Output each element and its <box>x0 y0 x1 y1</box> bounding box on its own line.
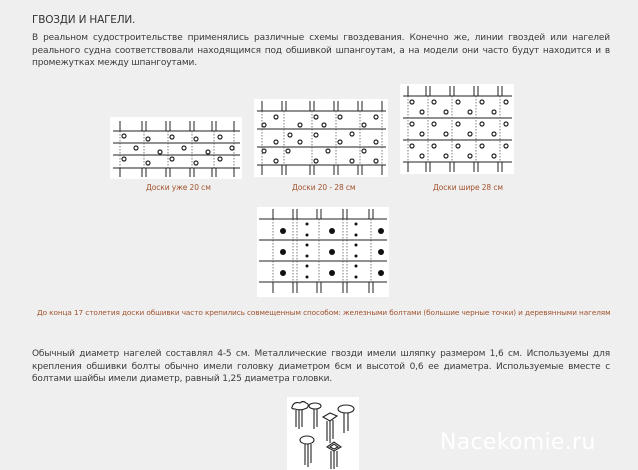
dimensions-paragraph: Обычный диаметр нагелей составлял 4-5 см. Металлические гвозди имели шляпку размером 1,6 см. Используемы для крепления обшивки болты обычно имели головку диаметром 6см и высотой 0,6 ее диаметра. Используемые вместе с болтами шайбы имели диаметр, равный 1,25 диаметра головки. <box>32 349 610 384</box>
combined-figure-caption: До конца 17 столетия доски обшивки часто крепились совмещенным способом: железными болтами (большие черные точки) и деревянными нагелям <box>37 308 611 317</box>
page-title: ГВОЗДИ И НАГЕЛИ. <box>32 14 136 26</box>
intro-paragraph: В реальном судостроительстве применялись различные схемы гвоздевания. Конечно же, линии гвоздей или нагелей реального судна соответствовали находящимся под обшивкой шпангоутам, а на модели они часто будут находится и в промежутках между шпангоутами. <box>32 33 610 68</box>
figure-caption-medium: Доски 20 - 28 см <box>292 183 356 192</box>
bolts-illustration <box>287 397 359 470</box>
figure-caption-wide: Доски шире 28 см <box>433 183 503 192</box>
nailing-diagram-wide <box>400 84 514 174</box>
combined-fastening-diagram <box>257 207 389 297</box>
nailing-diagram-narrow <box>110 117 242 179</box>
nailing-diagram-medium <box>254 99 388 177</box>
figure-caption-narrow: Доски уже 20 см <box>146 183 211 192</box>
watermark: Nacekomie.ru <box>440 430 596 455</box>
